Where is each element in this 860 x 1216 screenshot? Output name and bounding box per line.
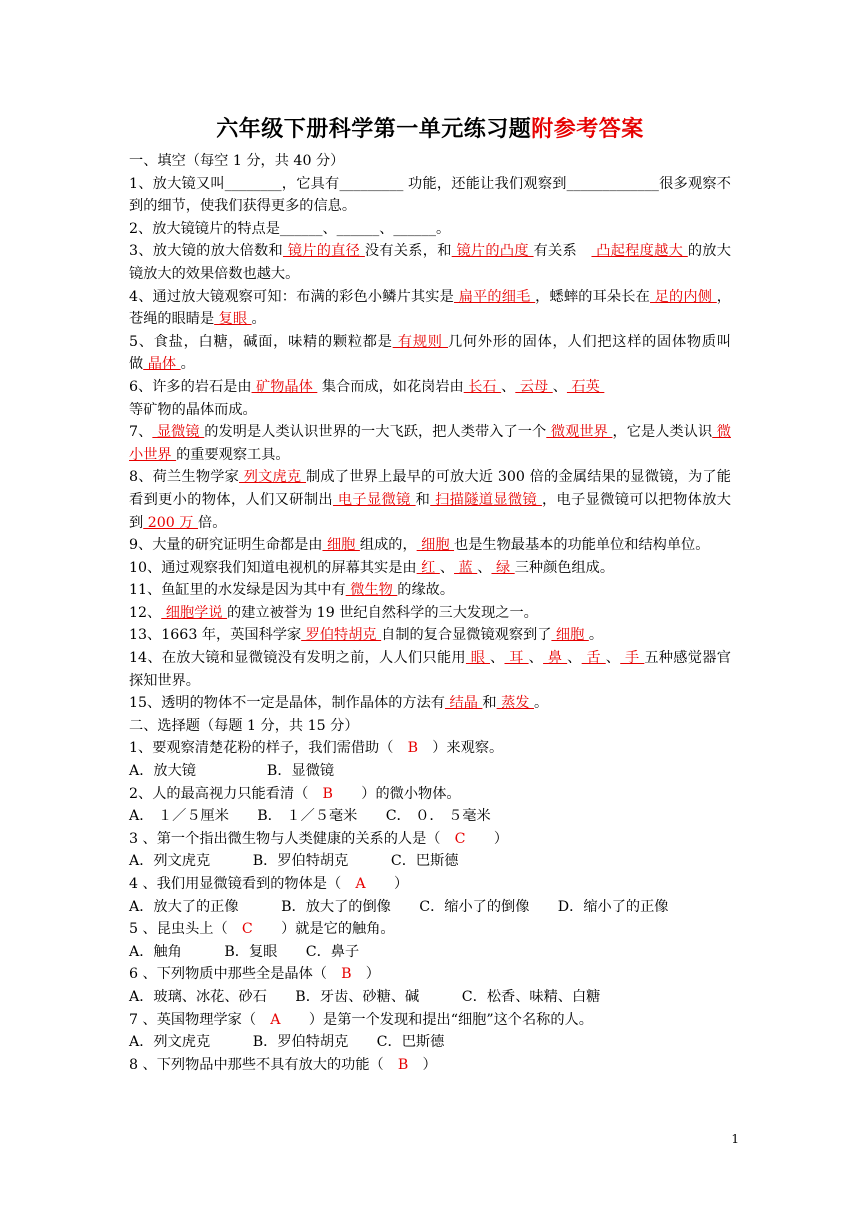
answer-blank: 细胞学说: [161, 604, 228, 621]
text-segment: A． １／５厘米 B． １／５毫米 C． ０． ５毫米: [129, 808, 491, 825]
text-segment: 。: [588, 627, 604, 644]
text-segment: ）: [351, 966, 380, 983]
answer-blank: 电子显微镜: [332, 491, 416, 508]
answer-blank: 镜片的凸度: [451, 243, 534, 260]
text-line: [129, 286, 731, 331]
text-segment: 等矿物的晶体而成。: [129, 401, 257, 418]
text-segment: 1、要观察清楚花粉的样子，我们需借助（: [129, 740, 408, 757]
text-segment: 的放大镜放大的效果倍数也越大。: [129, 243, 731, 282]
answer-blank: 蒸发: [496, 695, 535, 712]
text-segment: 倍。: [198, 514, 227, 531]
text-line: [129, 624, 731, 647]
text-segment: 1、放大镜又叫________，它具有_________ 功能，还能让我们观察到_____________很多观察不到的细节，使我们获得更多的信息。: [129, 175, 731, 215]
choice-answer: A: [270, 1011, 281, 1028]
text-segment: 。: [180, 356, 195, 373]
answer-blank: 微小世界: [129, 424, 731, 463]
text-line: [129, 399, 731, 422]
text-segment: 6 、下列物质中那些全是晶体（: [129, 966, 342, 983]
text-segment: 7、: [129, 424, 153, 441]
text-segment: 、: [567, 650, 582, 667]
text-line: [129, 941, 731, 964]
text-line: [129, 963, 731, 986]
text-segment: 13、1663 年，英国科学家: [129, 627, 302, 644]
text-segment: 、: [501, 378, 516, 395]
answer-blank: 石英: [566, 378, 605, 395]
answer-blank: 蓝: [454, 559, 478, 576]
text-segment: 、: [439, 559, 455, 576]
text-segment: 三种颜色组成。: [514, 559, 615, 576]
answer-blank: 凸起程度越大: [591, 243, 688, 260]
text-segment: 8 、下列物品中那些不具有放大的功能（: [129, 1056, 398, 1073]
answer-blank: 眼: [465, 650, 491, 667]
text-segment: 的发明是人类认识世界的一大飞跃，把人类带入了一个: [204, 424, 547, 441]
answer-blank: 鼻: [543, 650, 568, 667]
text-segment: 集合而成，如花岗岩由: [317, 378, 464, 395]
text-segment: 3、放大镜的放大倍数和: [129, 243, 283, 260]
text-line: [129, 737, 731, 760]
answer-blank: 晶体: [143, 356, 181, 373]
text-line: [129, 173, 731, 218]
text-segment: A．列文虎克 B．罗伯特胡克 C．巴斯德: [129, 853, 459, 870]
answer-blank: 细胞: [416, 537, 455, 554]
text-line: [129, 240, 731, 285]
text-line: [129, 647, 731, 692]
answer-blank: 结晶: [445, 695, 483, 712]
text-segment: 、: [528, 650, 544, 667]
text-segment: A．触角 B．复眼 C．鼻子: [129, 943, 360, 960]
answer-blank: 细胞: [551, 627, 589, 644]
answer-blank: 200 万: [143, 514, 198, 531]
text-segment: 也是生物最基本的功能单位和结构单位。: [454, 537, 710, 554]
text-line: [129, 466, 731, 534]
text-segment: A．放大了的正像 B．放大了的倒像 C．缩小了的倒像 D．缩小了的正像: [129, 898, 669, 915]
text-segment: 2、人的最高视力只能看清（: [129, 785, 323, 802]
text-segment: 、: [552, 378, 567, 395]
text-segment: 6、许多的岩石是由: [129, 378, 252, 395]
text-line: [129, 873, 731, 896]
text-segment: ，蟋蟀的耳朵长在: [535, 288, 650, 305]
text-segment: 的重要观察工具。: [176, 446, 290, 463]
text-segment: A．玻璃、冰花、砂石 B．牙齿、砂糖、碱 C．松香、味精、白糖: [129, 988, 601, 1005]
text-line: [129, 557, 731, 580]
text-line: [129, 986, 731, 1009]
page-number: 1: [731, 1132, 739, 1146]
answer-blank: 足的内侧: [650, 288, 717, 305]
answer-blank: 微观世界: [546, 424, 613, 441]
document-body: [129, 150, 731, 1076]
text-segment: 9、大量的研究证明生命都是由: [129, 537, 323, 554]
text-segment: ，电子显微镜可以把物体放大到: [129, 491, 731, 531]
document-title: [0, 112, 860, 143]
text-segment: 五种感觉器官探知世界。: [129, 650, 731, 689]
text-line: [129, 150, 731, 173]
text-line: [129, 850, 731, 873]
choice-answer: B: [341, 966, 352, 983]
text-segment: ）来观察。: [418, 740, 504, 757]
text-segment: ，苍绳的眼睛是: [129, 288, 731, 328]
text-line: [129, 783, 731, 806]
choice-answer: C: [454, 830, 466, 847]
text-segment: 的缘故。: [397, 582, 455, 599]
text-segment: ）: [408, 1056, 437, 1073]
text-segment: 一、填空（每空 1 分，共 40 分）: [129, 153, 345, 169]
text-segment: 12、: [129, 604, 162, 621]
text-segment: 有关系: [533, 243, 592, 260]
text-line: [129, 828, 731, 851]
text-segment: 2、放大镜镜片的特点是______、______、______。: [129, 220, 451, 237]
choice-answer: A: [355, 876, 366, 892]
answer-blank: 绿: [491, 559, 515, 576]
text-segment: A．放大镜 B．显微镜: [129, 763, 335, 780]
answer-blank: 罗伯特胡克: [301, 627, 382, 644]
text-segment: 自制的复合显微镜观察到了: [381, 627, 552, 644]
text-line: [129, 331, 731, 376]
text-segment: 几何外形的固体，人们把这样的固体物质叫做: [129, 333, 731, 373]
text-line: [129, 715, 731, 738]
text-segment: ）是第一个发现和提出“细胞”这个名称的人。: [280, 1011, 593, 1028]
title-main: 六年级下册科学第一单元练习题: [216, 116, 532, 142]
text-line: [129, 896, 731, 919]
text-segment: 的建立被誉为 19 世纪自然科学的三大发现之一。: [227, 604, 538, 621]
text-line: [129, 579, 731, 602]
text-segment: 4、通过放大镜观察可知：布满的彩色小鳞片其实是: [129, 288, 455, 305]
text-segment: 、: [490, 650, 505, 667]
answer-blank: 长石: [463, 378, 502, 395]
text-line: [129, 602, 731, 625]
text-segment: 制成了世界上最早的可放大近 300 倍的金属结果的显微镜，为了能看到更小的物体，人们又研制出: [129, 469, 731, 508]
answer-blank: 细胞: [322, 537, 360, 554]
text-segment: ）: [465, 830, 509, 847]
title-suffix: 附参考答案: [531, 116, 644, 142]
text-segment: 7 、英国物理学家（: [129, 1011, 271, 1028]
text-line: [129, 376, 731, 399]
text-segment: 二、选择题（每题 1 分，共 15 分）: [129, 717, 359, 734]
text-segment: 4 、我们用显微镜看到的物体是（: [129, 876, 356, 892]
text-segment: ）: [365, 876, 409, 892]
text-segment: 组成的，: [359, 537, 417, 554]
text-line: [129, 534, 731, 557]
choice-answer: B: [397, 1056, 409, 1073]
text-segment: 没有关系，和: [364, 243, 452, 260]
text-line: [129, 760, 731, 783]
text-segment: 、: [477, 559, 492, 576]
text-segment: 11、鱼缸里的水发绿是因为其中有: [129, 582, 346, 599]
choice-answer: B: [407, 740, 419, 757]
text-line: [129, 218, 731, 241]
text-segment: 。: [251, 311, 266, 328]
text-segment: 10、通过观察我们知道电视机的屏幕其实是由: [129, 559, 417, 576]
answer-blank: 扁平的细毛: [454, 288, 536, 305]
answer-blank: 红: [416, 559, 440, 576]
text-segment: 和: [482, 695, 497, 712]
choice-answer: C: [241, 921, 253, 938]
text-segment: 和: [415, 491, 431, 508]
text-line: [129, 1031, 731, 1054]
text-segment: 5、食盐，白糖，碱面，味精的颗粒都是: [129, 333, 393, 350]
choice-answer: B: [322, 785, 333, 802]
answer-blank: 舌: [581, 650, 606, 667]
answer-blank: 镜片的直径: [282, 243, 365, 260]
text-segment: 14、在放大镜和显微镜没有发明之前，人人们只能用: [129, 650, 466, 667]
answer-blank: 微生物: [345, 582, 398, 599]
text-segment: ，它是人类认识: [612, 424, 713, 441]
text-segment: 5 、昆虫头上（: [129, 921, 242, 938]
answer-blank: 扫描隧道显微镜: [430, 491, 542, 508]
text-line: [129, 1009, 731, 1032]
text-segment: 3 、第一个指出微生物与人类健康的关系的人是（: [129, 830, 455, 847]
answer-blank: 矿物晶体: [251, 378, 318, 395]
text-segment: 、: [605, 650, 621, 667]
text-segment: 8、荷兰生物学家: [129, 469, 239, 486]
answer-blank: 显微镜: [152, 424, 205, 441]
answer-blank: 手: [620, 650, 645, 667]
text-segment: 15、透明的物体不一定是晶体，制作晶体的方法有: [129, 695, 445, 712]
answer-blank: 云母: [515, 378, 553, 395]
answer-blank: 耳: [504, 650, 529, 667]
text-segment: ）的微小物体。: [332, 785, 461, 802]
answer-blank: 列文虎克: [239, 469, 307, 486]
answer-blank: 复眼: [214, 311, 252, 328]
text-line: [129, 918, 731, 941]
text-segment: 。: [534, 695, 549, 712]
answer-blank: 有规则: [392, 333, 448, 350]
text-segment: A．列文虎克 B．罗伯特胡克 C．巴斯德: [129, 1034, 445, 1051]
text-segment: ）就是它的触角。: [252, 921, 395, 938]
text-line: [129, 1054, 731, 1077]
text-line: [129, 692, 731, 715]
text-line: [129, 421, 731, 466]
text-line: [129, 805, 731, 828]
